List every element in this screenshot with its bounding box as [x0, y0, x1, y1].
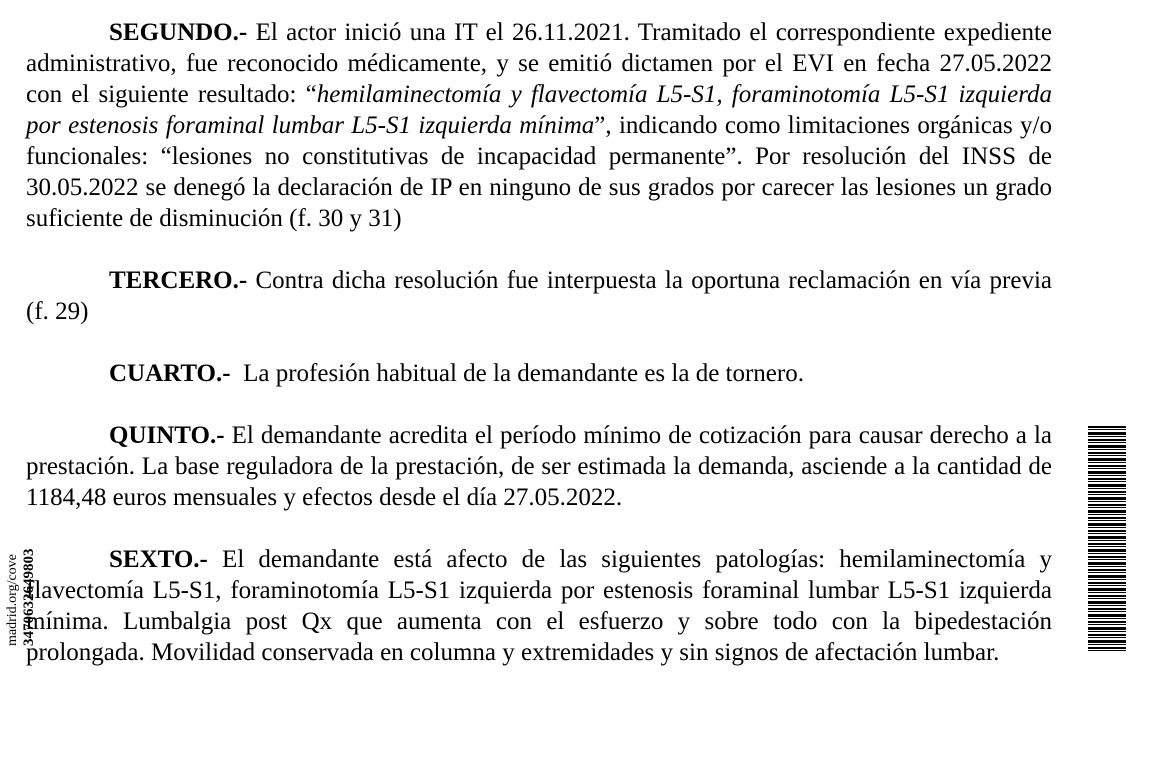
- verification-strip: [1086, 424, 1130, 764]
- verification-text: [4, 549, 38, 647]
- paragraph-segundo: [26, 17, 1052, 234]
- document-body: [26, 17, 1052, 668]
- segundo-diagnosis-italic: hemilaminectomía y flavectomía L5-S1, foraminotomía L5-S1 izquierda por estenosis foraminal lumbar L5-S1 izquierda mínima: [26, 81, 1053, 139]
- heading-tercero: TERCERO.-: [109, 267, 248, 294]
- heading-segundo: SEGUNDO.-: [109, 19, 248, 46]
- verification-code: 3470632649803: [21, 548, 37, 646]
- segundo-text-2: ”, indicando como limitaciones orgánicas y/o funcionales: “lesiones no constitutivas de incapacidad permanente”. Por resolución del INSS de 30.05.2022 se denegó la declaración de IP en ninguno de sus grados por carecer las lesiones un grado suficiente de disminución (f. 30 y 31): [26, 112, 1052, 232]
- quinto-text: El demandante acredita el período mínimo de cotización para causar derecho a la prestación. La base reguladora de la prestación, de ser estimada la demanda, asciende a la cantidad de 1184,48 euros mensuales y efectos desde el día 27.05.2022.: [26, 422, 1052, 511]
- verification-url: madrid.org/cove: [5, 554, 20, 646]
- sexto-text: El demandante está afecto de las siguientes patologías: hemilaminectomía y flavectomía L5-S1, foraminotomía L5-S1 izquierda por estenosis foraminal lumbar L5-S1 izquierda mínima. Lumbalgia post Qx que aumenta con el esfuerzo y sobre todo con la bipedestación prolongada. Movilidad conservada en columna y extremidades y sin signos de afectación lumbar.: [26, 546, 1052, 666]
- paragraph-cuarto: [26, 358, 1052, 389]
- segundo-text-1: El actor inició una IT el 26.11.2021. Tramitado el correspondiente expediente administrativo, fue reconocido médicamente, y se emitió dictamen por el EVI en fecha 27.05.2022 con el siguiente resultado: “: [26, 19, 1052, 108]
- verification-barcode: [1088, 426, 1126, 652]
- paragraph-quinto: [26, 420, 1052, 513]
- paragraph-sexto: [26, 544, 1052, 668]
- heading-quinto: QUINTO.-: [109, 422, 225, 449]
- paragraph-tercero: [26, 265, 1052, 327]
- tercero-text: Contra dicha resolución fue interpuesta la oportuna reclamación en vía previa (f. 29): [26, 267, 1052, 325]
- heading-cuarto: CUARTO.-: [109, 360, 231, 387]
- heading-sexto: SEXTO.-: [109, 546, 208, 573]
- cuarto-text: La profesión habitual de la demandante es la de tornero.: [230, 360, 804, 387]
